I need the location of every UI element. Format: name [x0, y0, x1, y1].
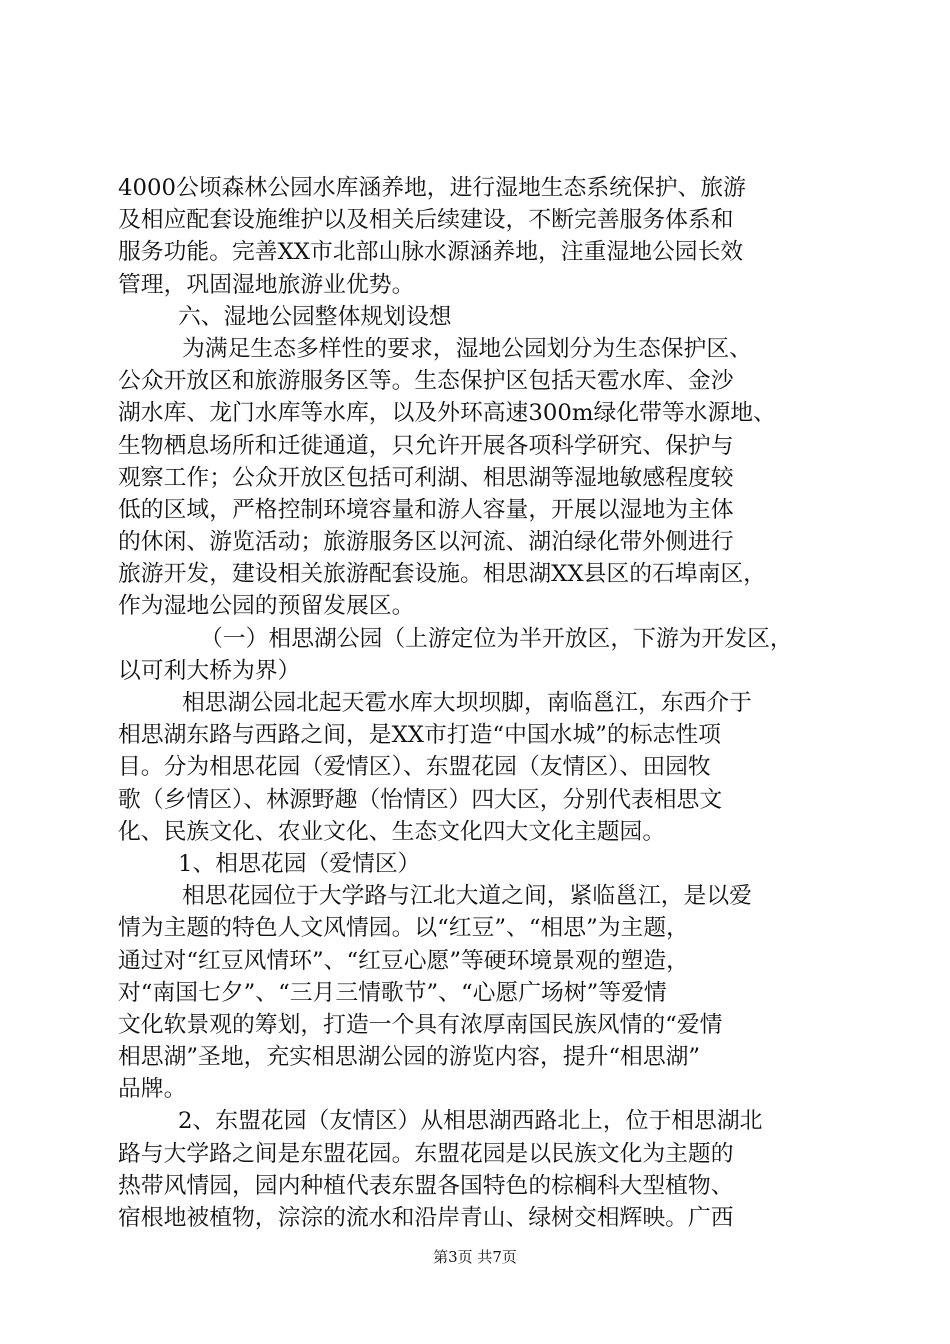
text-line: 以可利大桥为界）: [118, 657, 301, 684]
section-heading: 六、湿地公园整体规划设想: [178, 303, 452, 330]
text-line: 4000公顷森林公园水库涵养地，进行湿地生态系统保护、旅游: [118, 175, 746, 201]
text-line: 相思湖公园北起天雹水库大坝坝脚，南临邕江，东西介于: [182, 690, 752, 716]
subsection-heading: （一）相思湖公园（上游定位为半开放区，下游为开发区，: [200, 625, 793, 652]
text-line: 通过对“红豆风情环”、“红豆心愿”等硬环境景观的塑造，: [118, 947, 689, 974]
text-line: 情为主题的特色人文风情园。以“红豆”、“相思”为主题，: [118, 915, 689, 942]
text-line: 文化软景观的筹划，打造一个具有浓厚南国民族风情的“爱情: [118, 1011, 723, 1038]
page-number-footer: 第3页 共7页: [433, 1248, 517, 1266]
text-line: 服务功能。完善XX市北部山脉水源涵养地，注重湿地公园长效: [118, 239, 744, 266]
document-body: [118, 172, 834, 1234]
text-line: 观察工作；公众开放区包括可利湖、相思湖等湿地敏感程度较: [118, 464, 734, 491]
text-line: 的休闲、游览活动；旅游服务区以河流、湖泊绿化带外侧进行: [118, 529, 734, 556]
text-line: 低的区域，严格控制环境容量和游人容量，开展以湿地为主体: [118, 496, 734, 523]
text-line: 作为湿地公园的预留发展区。: [118, 593, 415, 620]
text-line: 公众开放区和旅游服务区等。生态保护区包括天雹水库、金沙: [118, 368, 734, 395]
text-line: 品牌。: [118, 1076, 187, 1103]
text-line: 2、东盟花园（友情区）从相思湖西路北上，位于相思湖北: [178, 1108, 763, 1135]
text-line: 热带风情园，园内种植代表东盟各国特色的棕榈科大型植物、: [118, 1172, 734, 1199]
text-line: 相思湖”圣地，充实相思湖公园的游览内容，提升“相思湖”: [118, 1044, 701, 1071]
subsection-heading: 1、相思花园（爱情区）: [178, 850, 421, 877]
text-line: 湖水库、龙门水库等水库，以及外环高速300m绿化带等水源地、: [118, 400, 776, 427]
text-line: 管理，巩固湿地旅游业优势。: [118, 271, 415, 298]
text-line: 相思花园位于大学路与江北大道之间，紧临邕江，是以爱: [182, 883, 752, 910]
text-line: 路与大学路之间是东盟花园。东盟花园是以民族文化为主题的: [118, 1140, 734, 1167]
text-line: 及相应配套设施维护以及相关后续建设，不断完善服务体系和: [118, 207, 734, 234]
text-line: 旅游开发，建设相关旅游配套设施。相思湖XX县区的石埠南区，: [118, 561, 766, 588]
text-line: 生物栖息场所和迁徙通道，只允许开展各项科学研究、保护与: [118, 432, 734, 459]
text-line: 目。分为相思花园（爱情区）、东盟花园（友情区）、田园牧: [118, 754, 711, 781]
text-line: 歌（乡情区）、林源野趣（怡情区）四大区，分别代表相思文: [118, 786, 723, 813]
text-line: 宿根地被植物，淙淙的流水和沿岸青山、绿树交相辉映。广西: [118, 1205, 734, 1231]
text-line: 化、民族文化、农业文化、生态文化四大文化主题园。: [118, 818, 666, 845]
text-line: 对“南国七夕”、“三月三情歌节”、“心愿广场树”等爱情: [118, 979, 667, 1006]
text-line: 为满足生态多样性的要求，湿地公园划分为生态保护区、: [182, 335, 752, 362]
text-line: 相思湖东路与西路之间，是XX市打造“中国水城”的标志性项: [118, 722, 721, 749]
